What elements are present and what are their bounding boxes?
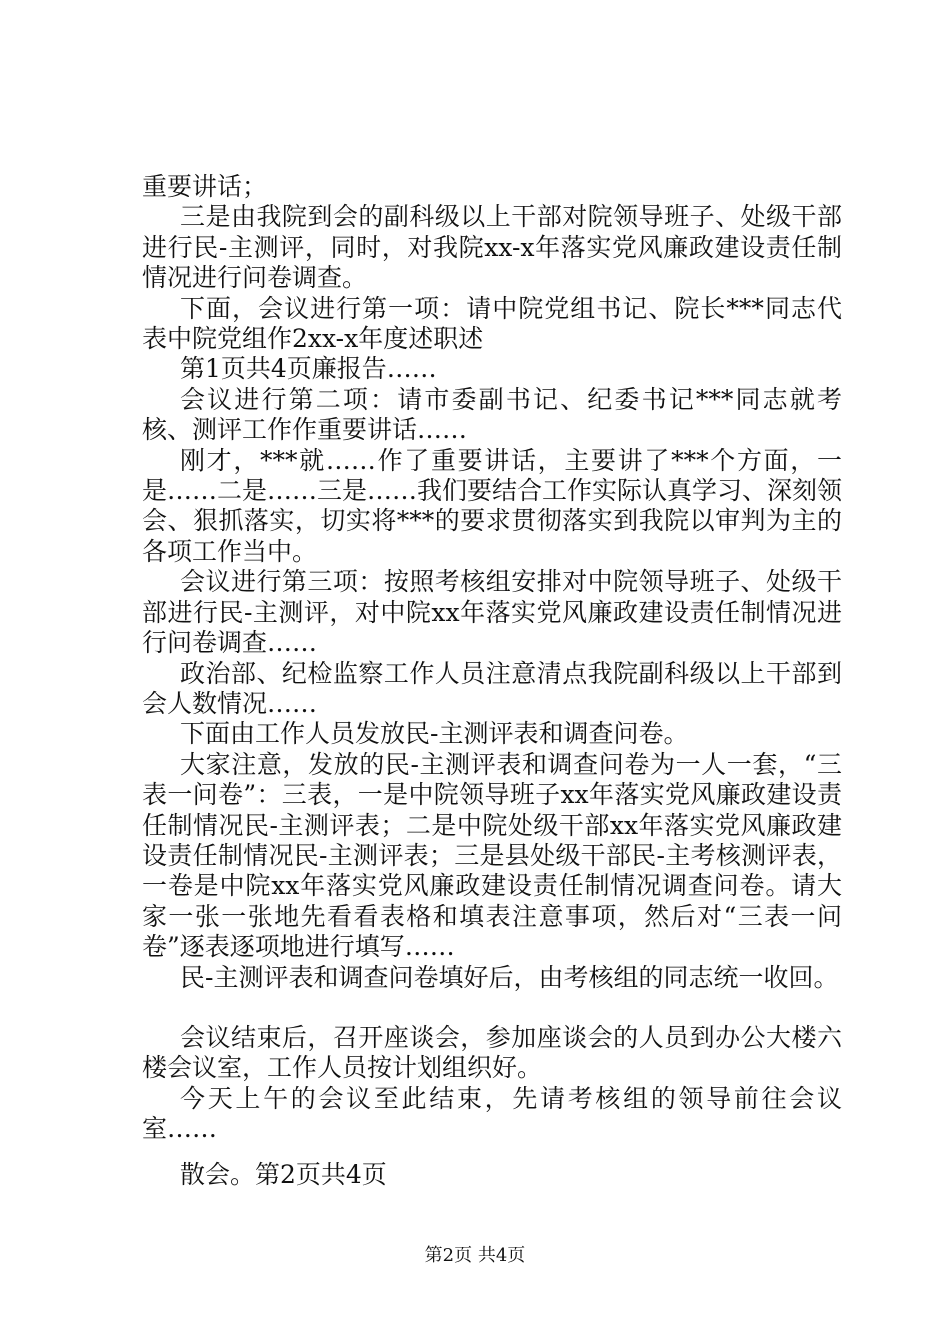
paragraph-5: 会议进行第二项：请市委副书记、纪委书记***同志就考核、测评工作作重要讲话…… [142, 384, 842, 445]
paragraph-9: 下面由工作人员发放民-主测评表和调查问卷。 [180, 719, 689, 749]
page-footer: 第2页 共4页 [424, 1245, 526, 1266]
paragraph-10: 大家注意，发放的民-主测评表和调查问卷为一人一套，“三表一问卷”：三表，一是中院领导班子xx年落实党风廉政建设责任制情况民-主测评表；二是中院处级干部xx年落实党风廉政建设责任制情况民-主测评表；三是县处级干部民-主考核测评表，一卷是中院xx年落实党风廉政建设责任制情况调查问卷。请大家一张一张地先看看表格和填表注意事项，然后对“三表一问卷”逐表逐项地进行填写…… [142, 749, 842, 962]
paragraph-4: 第1页共4页廉报告…… [180, 354, 437, 384]
paragraph-3: 下面，会议进行第一项：请中院党组书记、院长***同志代表中院党组作2xx-x年度述职述 [142, 293, 842, 354]
paragraph-14: 散会。第2页共4页 [180, 1159, 387, 1189]
document-body [142, 172, 842, 1190]
paragraph-1: 重要讲话； [142, 172, 268, 201]
paragraph-13: 今天上午的会议至此结束，先请考核组的领导前往会议室…… [142, 1083, 842, 1144]
paragraph-12: 会议结束后，召开座谈会，参加座谈会的人员到办公大楼六楼会议室，工作人员按计划组织好。 [142, 1022, 842, 1083]
paragraph-11: 民-主测评表和调查问卷填好后，由考核组的同志统一收回。 [180, 962, 839, 992]
paragraph-6: 刚才，***就……作了重要讲话，主要讲了***个方面，一是……二是……三是……我们要结合工作实际认真学习、深刻领会、狠抓落实，切实将***的要求贯彻落实到我院以审判为主的各项工作当中。 [142, 445, 843, 566]
paragraph-7: 会议进行第三项：按照考核组安排对中院领导班子、处级干部进行民-主测评，对中院xx年落实党风廉政建设责任制情况进行问卷调查…… [142, 567, 842, 658]
blank-gap [142, 1145, 842, 1160]
paragraph-2: 三是由我院到会的副科级以上干部对院领导班子、处级干部进行民-主测评，同时，对我院xx-x年落实党风廉政建设责任制情况进行问卷调查。 [142, 202, 842, 293]
paragraph-8: 政治部、纪检监察工作人员注意清点我院副科级以上干部到会人数情况…… [142, 658, 842, 718]
blank-line [142, 993, 842, 1023]
